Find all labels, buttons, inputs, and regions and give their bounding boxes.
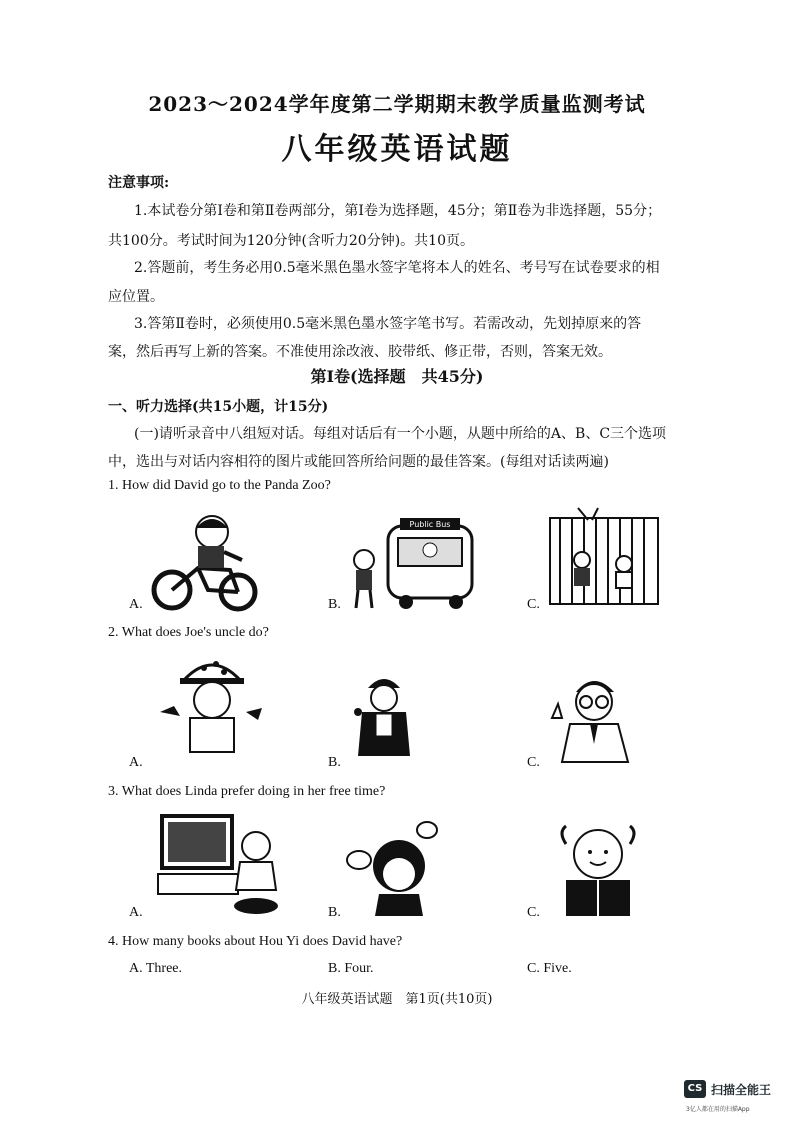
bus-sign-label: Public Bus	[409, 520, 451, 529]
notice-item2-line2: 应位置。	[108, 289, 164, 305]
question-1-option-c: C.	[527, 597, 540, 612]
question-2-stem: 2. What does Joe's uncle do?	[108, 625, 269, 640]
question-3-option-b: B.	[328, 905, 341, 920]
question-3-option-a: A.	[129, 905, 143, 920]
question-3-stem: 3. What does Linda prefer doing in her free time?	[108, 784, 386, 799]
question-4-option-b: B. Four.	[328, 961, 374, 976]
page-footer: 八年级英语试题 第1页(共10页)	[301, 992, 493, 1007]
question-1-stem: 1. How did David go to the Panda Zoo?	[108, 478, 331, 493]
girl-reading-book-image	[552, 822, 644, 918]
question-1-option-a: A.	[129, 597, 143, 612]
girl-singing-image	[345, 818, 445, 918]
children-walking-at-zoo-image	[548, 506, 662, 608]
question-4-option-a: A. Three.	[129, 961, 182, 976]
listening-part-heading: 一、听力选择(共15小题，计15分)	[108, 399, 329, 415]
farmer-with-birds-image	[150, 650, 274, 754]
question-1-option-b: B.	[328, 597, 341, 612]
public-bus-image	[348, 514, 476, 610]
watermark-sub: 3亿人都在用的扫描App	[686, 1106, 750, 1113]
notice-item3-line2: 案，然后再写上新的答案。不准使用涂改液、胶带纸、修正带，否则，答案无效。	[108, 344, 612, 360]
question-2-option-c: C.	[527, 755, 540, 770]
question-4-stem: 4. How many books about Hou Yi does David have?	[108, 934, 403, 949]
question-3-option-c: C.	[527, 905, 540, 920]
question-2-option-a: A.	[129, 755, 143, 770]
exam-title-line1: 2023～2024学年度第二学期期末教学质量监测考试	[148, 92, 646, 116]
doctor-image	[548, 664, 638, 764]
notice-heading: 注意事项:	[108, 175, 170, 191]
notice-item2-line1: 2.答题前，考生务必用0.5毫米黑色墨水签字笔将本人的姓名、考号写在试卷要求的相	[134, 260, 660, 276]
question-2-option-b: B.	[328, 755, 341, 770]
notice-item1-line2: 共100分。考试时间为120分钟(含听力20分钟)。共10页。	[108, 233, 474, 249]
section1-title: 第Ⅰ卷(选择题 共45分)	[310, 367, 484, 386]
question-4-option-c: C. Five.	[527, 961, 572, 976]
girl-watching-tv-image	[156, 812, 294, 918]
scanner-watermark	[684, 1080, 794, 1120]
exam-title-line2: 八年级英语试题	[281, 132, 513, 167]
camscanner-logo-icon: CS	[684, 1080, 706, 1098]
notice-item3-line1: 3.答第Ⅱ卷时，必须使用0.5毫米黑色墨水签字笔书写。若需改动，先划掉原来的答	[134, 316, 642, 332]
listening-instruction-line2: 中，选出与对话内容相符的图片或能回答所给问题的最佳答案。(每组对话读两遍)	[108, 454, 609, 470]
boy-riding-bicycle-image	[150, 508, 260, 612]
watermark-name: 扫描全能王	[711, 1083, 772, 1097]
notice-item1-line1: 1.本试卷分第Ⅰ卷和第Ⅱ卷两部分，第Ⅰ卷为选择题，45分；第Ⅱ卷为非选择题，55分；	[134, 203, 662, 219]
listening-instruction-line1: (一)请听录音中八组短对话。每组对话后有一个小题，从题中所给的A、B、C三个选项	[134, 426, 667, 442]
magician-image	[352, 672, 416, 758]
